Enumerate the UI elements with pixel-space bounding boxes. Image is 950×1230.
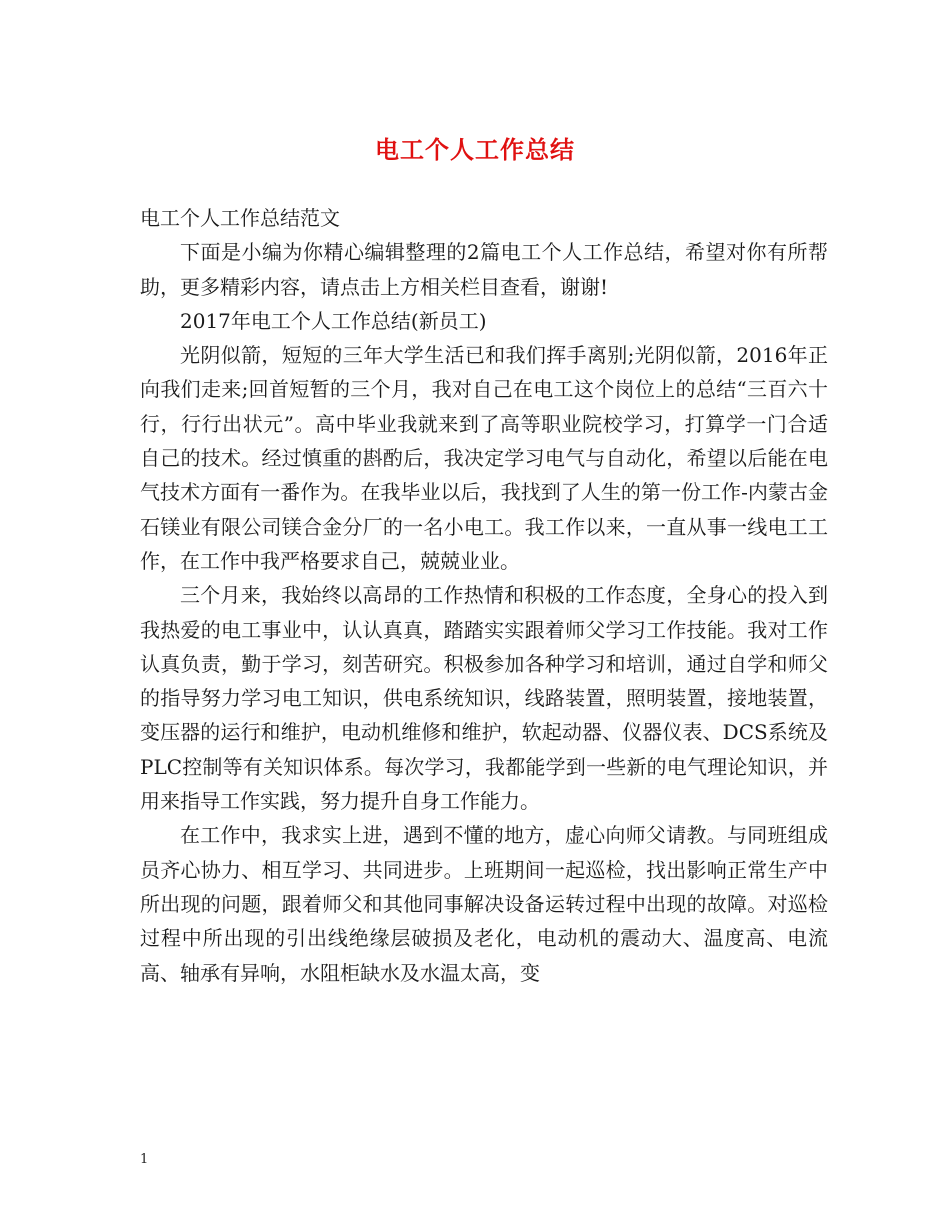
- paragraph-subtitle: 2017年电工个人工作总结(新员工): [180, 308, 487, 333]
- paragraph-heading: 电工个人工作总结范文: [140, 206, 340, 230]
- paragraph-intro: 下面是小编为你精心编辑整理的2篇电工个人工作总结，希望对你有所帮助，更多精彩内容，请点击上方相关栏目查看，谢谢!: [140, 240, 828, 299]
- document-title: 电工个人工作总结: [375, 135, 575, 164]
- paragraph-body: 光阴似箭，短短的三年大学生活已和我们挥手离别;光阴似箭，2016年正向我们走来;回首短暂的三个月，我对自己在电工这个岗位上的总结“三百六十行，行行出状元”。高中毕业我就来到了高等职业院校学习，打算学一门合适自己的技术。经过慎重的斟酌后，我决定学习电气与自动化，希望以后能在电气技术方面有一番作为。在我毕业以后，我找到了人生的第一份工作-内蒙古金石镁业有限公司镁合金分厂的一名小电工。我工作以来，一直从事一线电工工作，在工作中我严格要求自己，兢兢业业。: [140, 343, 828, 573]
- document-body: [140, 201, 828, 990]
- paragraph-body: 在工作中，我求实上进，遇到不懂的地方，虚心向师父请教。与同班组成员齐心协力、相互学习、共同进步。上班期间一起巡检，找出影响正常生产中所出现的问题，跟着师父和其他同事解决设备运转过程中出现的故障。对巡检过程中所出现的引出线绝缘层破损及老化，电动机的震动大、温度高、电流高、轴承有异响，水阻柜缺水及水温太高，变: [140, 823, 828, 985]
- page-number: 1: [140, 1152, 149, 1167]
- paragraph-body: 三个月来，我始终以高昂的工作热情和积极的工作态度，全身心的投入到我热爱的电工事业中，认认真真，踏踏实实跟着师父学习工作技能。我对工作认真负责，勤于学习，刻苦研究。积极参加各种学习和培训，通过自学和师父的指导努力学习电工知识，供电系统知识，线路装置，照明装置，接地装置，变压器的运行和维护，电动机维修和维护，软起动器、仪器仪表、DCS系统及PLC控制等有关知识体系。每次学习，我都能学到一些新的电气理论知识，并用来指导工作实践，努力提升自身工作能力。: [140, 583, 828, 814]
